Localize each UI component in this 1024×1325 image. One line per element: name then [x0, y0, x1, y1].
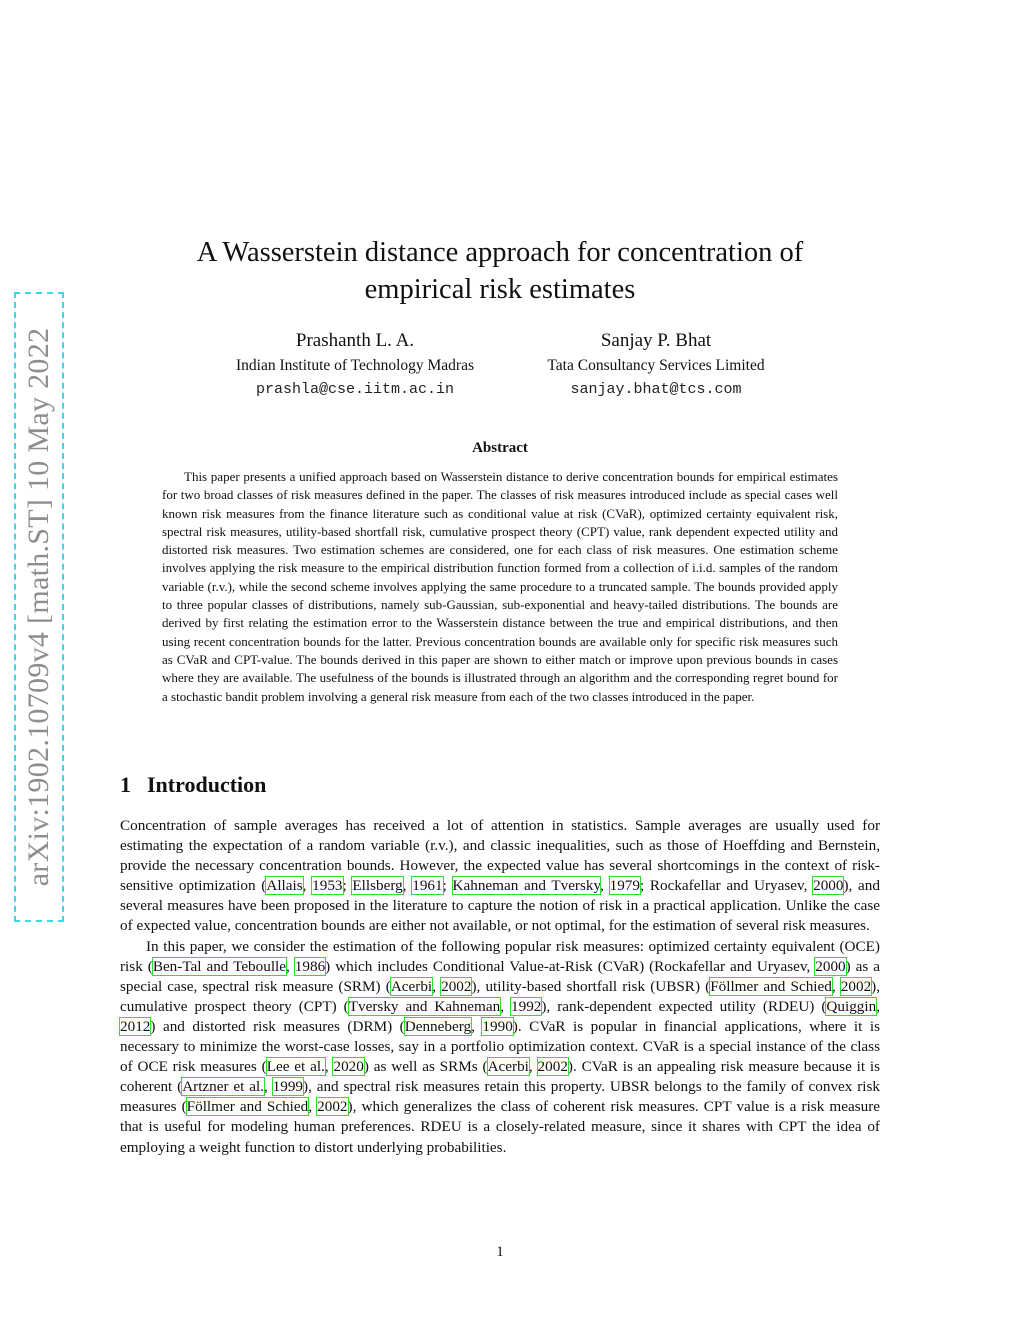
citation-link[interactable]: 2002: [317, 1098, 348, 1116]
abstract-heading: Abstract: [472, 440, 528, 456]
abstract-text: This paper presents a unified approach based on Wasserstein distance to derive concentration bounds for empirical estimates for two broad classes of risk measures defined in the paper. The classes of risk measures introduced include as special cases well known risk measures from the finance literature such as conditional value at risk (CVaR), optimized certainty equivalent risk, spectral risk measures, utility-based shortfall risk, cumulative prospect theory (CPT) value, rank dependent expected utility and distorted risk measures. Two estimation schemes are considered, one for each class of risk measures. One estimation scheme involves applying the risk measure to the empirical distribution function formed from a collection of i.i.d. samples of the random variable (r.v.), while the second scheme involves applying the same procedure to a truncated sample. The bounds provided apply to three popular classes of distributions, namely sub-Gaussian, sub-exponential and heavy-tailed distributions. The bounds are derived by first relating the estimation error to the Wasserstein distance between the true and empirical distributions, and then using recent concentration bounds for the latter. Previous concentration bounds are available only for specific risk measures such as CVaR and CPT-value. The bounds derived in this paper are shown to either match or improve upon previous bounds in cases where they are available. The usefulness of the bounds is illustrated through an algorithm and the corresponding regret bound for a stochastic bandit problem involving a general risk measure from each of the two classes introduced in the paper.: [162, 469, 838, 704]
author-email: prashla@cse.iitm.ac.in: [255, 381, 455, 398]
citation-link[interactable]: 1999: [272, 1078, 304, 1096]
arxiv-identifier: arXiv:1902.10709v4 [math.ST] 10 May 2022: [22, 327, 55, 887]
section-title: Introduction: [147, 772, 267, 797]
arxiv-stamp: [14, 292, 64, 922]
citation-link[interactable]: Tversky and Kahneman: [348, 997, 501, 1015]
citation-link[interactable]: 2002: [840, 977, 872, 995]
author-block-2: [524, 328, 788, 402]
author-block-1: [214, 328, 496, 402]
citation-link[interactable]: Acerbi: [390, 977, 433, 995]
citation-link[interactable]: Allais: [266, 877, 303, 895]
citation-link[interactable]: 2000: [813, 877, 844, 895]
citation-link[interactable]: Acerbi: [487, 1058, 529, 1076]
citation-link[interactable]: 2002: [441, 977, 472, 995]
citation-link[interactable]: 1990: [482, 1017, 513, 1035]
citation-link[interactable]: Quiggin: [826, 997, 877, 1015]
citation-link[interactable]: Ben-Tal and Teboulle: [152, 957, 287, 975]
page-number: 1: [496, 1244, 504, 1260]
section-heading: [120, 772, 266, 798]
paragraph: In this paper, we consider the estimation of the following popular risk measures: optimized certainty equivalent (OCE) risk (Ben-Tal and Teboulle, 1986) which includes Conditional Value-at-Risk (CVaR) (Rockafellar and Uryasev, 2000) as a special case, spectral risk measure (SRM) (Acerbi, 2002), utility-based shortfall risk (UBSR) (Föllmer and Schied, 2002), cumulative prospect theory (CPT) (Tversky and Kahneman, 1992), rank-dependent expected utility (RDEU) (Quiggin, 2012) and distorted risk measures (DRM) (Denneberg, 1990). CVaR is popular in financial applications, where it is necessary to minimize the worst-case losses, say in a portfolio optimization context. CVaR is a special instance of the class of OCE risk measures (Lee et al., 2020) as well as SRMs (Acerbi, 2002). CVaR is an appealing risk measure because it is coherent (Artzner et al., 1999), and spectral risk measures retain this property. UBSR belongs to the family of convex risk measures (Föllmer and Schied, 2002), which generalizes the class of coherent risk measures. CPT value is a risk measure that is useful for modeling human preferences. RDEU is a closely-related measure, since it shares with CPT the idea of employing a weight function to distort underlying probabilities.: [120, 937, 881, 1156]
citation-link[interactable]: 1986: [294, 957, 326, 975]
citation-link[interactable]: Kahneman and Tversky: [452, 877, 601, 895]
citation-link[interactable]: 2000: [815, 957, 846, 975]
citation-link[interactable]: Denneberg: [404, 1017, 472, 1035]
citation-link[interactable]: 2020: [333, 1058, 364, 1076]
paragraph: Concentration of sample averages has received a lot of attention in statistics. Sample averages are usually used for estimating the expectation of a random variable (r.v.), and classic inequalities, such as those of Hoeffding and Bernstein, provide the necessary concentration bounds. However, the expected value has several shortcomings in the context of risk-sensitive optimization (Allais, 1953; Ellsberg, 1961; Kahneman and Tversky, 1979; Rockafellar and Uryasev, 2000), and several measures have been proposed in the literature to capture the notion of risk in a practical application. Unlike the case of expected value, concentration bounds are either not available, or not optimal, for the estimation of several risk measures.: [120, 817, 880, 935]
author-name: Sanjay P. Bhat: [600, 330, 712, 351]
citation-link[interactable]: 1961: [412, 877, 443, 895]
citation-link[interactable]: Ellsberg: [352, 877, 403, 895]
citation-link[interactable]: 2002: [537, 1058, 568, 1076]
author-affiliation: Tata Consultancy Services Limited: [547, 357, 765, 374]
paper-title: A Wasserstein distance approach for concentration of empirical risk estimates: [196, 237, 804, 305]
citation-link[interactable]: 1992: [511, 997, 542, 1015]
intro-body: [120, 816, 880, 1158]
citation-link[interactable]: Lee et al.: [266, 1058, 325, 1076]
author-name: Prashanth L. A.: [295, 330, 415, 351]
section-number: 1: [120, 772, 131, 797]
citation-link[interactable]: Föllmer and Schied: [710, 977, 832, 995]
citation-link[interactable]: 1953: [312, 877, 343, 895]
citation-link[interactable]: Artzner et al.: [182, 1078, 264, 1096]
citation-link[interactable]: Föllmer and Schied: [186, 1098, 309, 1116]
author-email: sanjay.bhat@tcs.com: [570, 381, 742, 398]
author-affiliation: Indian Institute of Technology Madras: [236, 357, 474, 374]
citation-link[interactable]: 2012: [120, 1017, 151, 1035]
citation-link[interactable]: 1979: [609, 877, 640, 895]
